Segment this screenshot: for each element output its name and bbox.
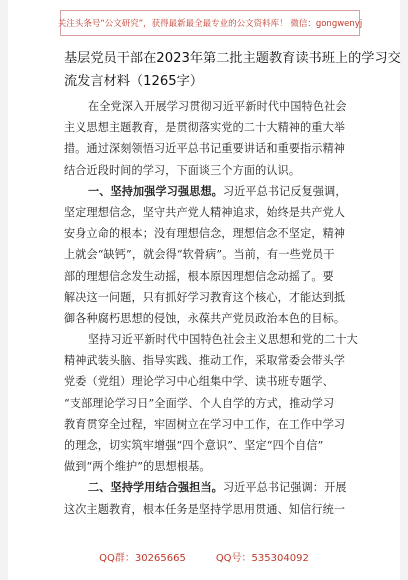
document-title-line-1: 基层党员干部在2023年第二批主题教育读书班上的学习交 — [64, 51, 401, 66]
body-line: 在全党深入开展学习贯彻习近平新时代中国特色社会 — [88, 100, 347, 113]
body-line: 的理念，切实筑牢增强“四个意识”、坚定“四个自信” — [64, 439, 324, 452]
body-line: 安身立命的根本；没有理想信念，理想信念不坚定，精神 — [64, 227, 346, 241]
document-body — [64, 96, 364, 520]
body-line: 御各种腐朽思想的侵蚀，永葆共产党员政治本色的目标。 — [64, 311, 346, 325]
footer-qq-number: QQ号：535304092 — [215, 553, 309, 564]
body-line: 结合近段时间的学习，下面谈三个方面的认识。 — [64, 163, 301, 177]
section-heading-line — [64, 181, 364, 202]
footer — [8, 549, 400, 565]
body-line: 解决这一问题，只有抓好学习教育这个核心，才能达到抵 — [64, 290, 346, 304]
body-line: 主义思想主题教育，是贯彻落实党的二十大精神的重大举 — [64, 121, 346, 135]
body-line: 做到“两个维护”的思想根基。 — [64, 460, 211, 474]
body-line: 措。通过深刻领悟习近平总书记重要讲话和重要指示精神 — [64, 142, 346, 156]
header-banner — [57, 10, 363, 36]
body-line: 精神武装头脑、指导实践、推动工作，采取常委会带头学 — [64, 354, 346, 368]
body-text: 习近平总书记强调：开展 — [222, 481, 347, 495]
section-heading-line — [64, 477, 364, 498]
body-text: 习近平总书记反复强调， — [222, 184, 347, 198]
section-heading-2: 二、坚持学用结合强担当。 — [88, 481, 223, 495]
document-title-line-2: 流发言材料（1265字） — [64, 74, 204, 89]
body-line: 部的理想信念发生动摇，根本原因理想信念动摇了。要 — [64, 269, 334, 283]
body-line: 教育贯穿全过程，牢固树立在学习中工作，在工作中学习 — [64, 417, 346, 431]
document-page — [8, 0, 400, 580]
section-heading-1: 一、坚持加强学习强思想。 — [88, 184, 223, 198]
body-line: 坚持习近平新时代中国特色社会主义思想和党的二十大 — [88, 333, 358, 347]
body-line: 党委（党组）理论学习中心组集中学、读书班专题学、 — [64, 375, 334, 389]
body-line: 上就会“缺钙”，就会得“软骨病”。当前，有一些党员干 — [64, 248, 335, 262]
body-line: “支部理论学习日”全面学、个人自学的方式，推动学习 — [64, 396, 335, 410]
banner-text: 关注头条号“公文研究”，获得最新最全最专业的公文资料库！ 微信：gongwenyj — [57, 19, 363, 29]
body-line: 坚定理想信念，坚守共产党人精神追求，始终是共产党人 — [64, 205, 346, 219]
footer-qq-group: QQ群：30265665 — [99, 553, 186, 564]
body-line: 这次主题教育，根本任务是坚持学思用贯通、知信行统一 — [64, 502, 346, 516]
